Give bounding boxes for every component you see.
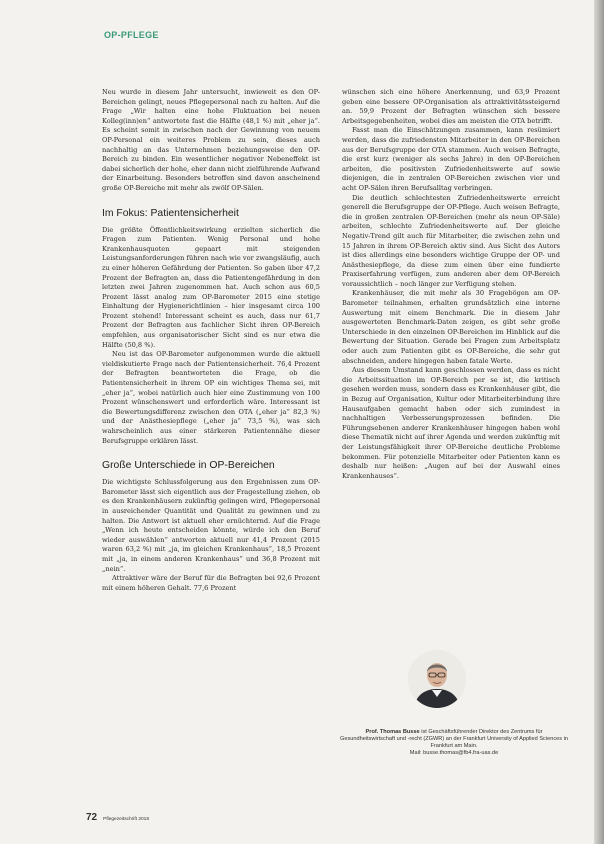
section-kicker: OP-PFLEGE: [104, 30, 159, 40]
page-edge-shadow: [594, 0, 604, 844]
left-column: [102, 88, 320, 593]
section-heading: Im Fokus: Patientensicherheit: [102, 207, 239, 219]
body-paragraph: Krankenhäuser, die mit mehr als 30 Fragebögen am OP-Barometer teilnahmen, erhalten grundsätzlich eine interne Auswertung mit einem Benchmark. Die in diesem Jahr ausgewerteten Benchmark-Daten zeigen, es gibt sehr große Unterschiede in den einzelnen OP-Bereichen im Hinblick auf die Bewertung der Situation. Gerade bei Fragen zum Arbeitsplatz oder auch zum Patienten gibt es OP-Bereiche, die sehr gut abschneiden, andere hingegen haben fatale Werte.: [342, 289, 560, 365]
author-caption: [338, 729, 570, 757]
body-paragraph: Attraktiver wäre der Beruf für die Befragten bei 92,6 Prozent mit einem höheren Gehalt. 77,6 Prozent: [102, 574, 320, 592]
body-paragraph: wünschen sich eine höhere Anerkennung, und 63,9 Prozent geben eine bessere OP-Organisation als attraktivitätssteigernd an. 59,9 Prozent der Befragten wünschen sich bessere Arbeitsgegebenheiten, wobei dies am meisten die OTA betrifft.: [342, 88, 560, 125]
body-paragraph: Die wichtigste Schlussfolgerung aus den Ergebnissen zum OP-Barometer lässt sich eigentlich aus der Fragestellung ziehen, ob es den Krankenhäusern zukünftig gelingen wird, Pflegepersonal in ausreichender Quantität und Qualität zu gewinnen und zu halten. Die Antwort ist aktuell eher ernüchternd. Auf die Frage „Wenn ich heute entscheiden könnte, würde ich den Beruf wieder auswählen“ antworten aktuell nur 41,4 Prozent (2015 waren 63,2 %) mit „ja, im gleichen Krankenhaus“, 18,5 Prozent mit „ja, in einem anderen Krankenhaus“ und 36,8 Prozent mit „nein“.: [102, 478, 320, 573]
body-paragraph: Die größte Öffentlichkeitswirkung erzielten sicherlich die Fragen zum Patienten. Wenig Personal und hohe Krankenhausquoten gepaart mit steigenden Leistungsanforderungen führen nach wie vor zwangsläufig, auch zu einer höheren Gefährdung der Patienten. So gaben über 47,2 Prozent der Befragten an, dass die Patientengefährdung in den letzten zwei Jahren zugenommen hat. Auch schon aus 60,5 Prozent lässt analog zum OP-Barometer 2015 eine stetige Einhaltung der Hygienerichtlinien – hier insgesamt circa 100 Prozent stehend! Interessant scheint es auch, dass nur 61,7 Prozent der Befragten aus fachlicher Sicht ihren OP-Bereich empfehlen, aus organisatorischer Sicht sind es nur etwa die Hälfte (50,8 %).: [102, 225, 320, 349]
section-heading: Große Unterschiede in OP-Bereichen: [102, 460, 275, 472]
author-name: Prof. Thomas Busse: [365, 729, 420, 735]
issue-label: Pflegezeitschrift 2018: [103, 817, 149, 822]
author-portrait: [408, 650, 466, 708]
author-bio: ist Geschäftsführender Direktor des Zentrums für Gesundheitswirtschaft und -recht (ZGWR) an der Frankfurt University of Applied Sciences in Frankfurt am Main.: [340, 729, 568, 749]
body-paragraph: Neu wurde in diesem Jahr untersucht, inwieweit es den OP-Bereichen gelingt, neues Pflegepersonal nach zu halten. Auf die Frage „Wir halten eine hohe Fluktuation bei neuen Kolleg(inn)en“ antwortete fast die Hälfte (48,1 %) mit „eher ja“. Es scheint somit in zwischen nach der Gewinnung von neuem OP-Personal ein weiteres Problem zu sein, dieses auch nachhaltig an das Unternehmen beziehungsweise den OP-Bereich zu binden. Ein wesentlicher negativer Nebeneffekt ist dabei sicherlich der hohe, eher dann nicht zielführende Aufwand der Einarbeitung. Besonders betroffen sind davon anscheinend große OP-Bereiche mit mehr als zwölf OP-Sälen.: [102, 88, 320, 192]
page-footer: [86, 812, 149, 823]
page-number: 72: [86, 812, 98, 823]
body-paragraph: Die deutlich schlechtesten Zufriedenheitswerte erreicht generell die Berufsgruppe der OP-Pflege. Auch weisen Befragte, die in großen zentralen OP-Bereichen (mehr als neun OP-Säle) arbeiten, schlechte Zufriedenheitswerte auf. Der gleiche Negativ-Trend gilt auch für Mitarbeiter, die zwischen zehn und 15 Jahren in ihrem OP-Bereich aktiv sind. Aus Sicht des Autors ist dies allerdings eine besonders wichtige Gruppe der OP- und Anästhesiepflege, da diese zum einen über eine fundierte Praxiserfahrung verfügen, zum anderen aber dem OP-Bereich voraussichtlich – noch länger zur Verfügung stehen.: [342, 193, 560, 288]
body-paragraph: Aus diesem Umstand kann geschlossen werden, dass es nicht die Arbeitssituation im OP-Bereich per se ist, die kritisch gesehen werden muss, sondern dass es Krankenhäuser gibt, die in Bezug auf Organisation, Kultur oder Mitarbeiterbindung ihre Hausaufgaben gemacht haben oder sich zumindest in nachhaltigen Verbesserungsprozessen befinden. Die Führungsebenen anderer Krankenhäuser hingegen haben wohl diese Thematik nicht auf ihrer Agenda und werden zukünftig mit der Leistungsfähigkeit ihrer OP-Bereiche deutliche Probleme bekommen. Für potenzielle Mitarbeiter oder Patienten kann es deshalb nur heißen: „Augen auf bei der Auswahl eines Krankenhauses“.: [342, 366, 560, 480]
author-email: Mail: busse.thomas@fb4.fra-uas.de: [409, 750, 499, 756]
body-paragraph: Neu ist das OP-Barometer aufgenommen wurde die aktuell vieldiskutierte Frage nach der Patientensicherheit. 76,4 Prozent der Befragten beantworteten die Frage, ob die Patientensicherheit in ihrem OP ein wichtiges Thema sei, mit „eher ja“, wobei natürlich auch hier eine Zustimmung von 100 Prozent wünschenswert und erforderlich wäre. Interessant ist die Bewertungsdifferenz zwischen den OTA („eher ja“ 82,3 %) und der Anästhesiepflege („eher ja“ 73,5 %), was sich wahrscheinlich aus einer stärkeren Patientennähe dieser Berufsgruppe erklären lässt.: [102, 350, 320, 445]
body-paragraph: Fasst man die Einschätzungen zusammen, kann resümiert werden, dass die zufriedensten Mitarbeiter in den OP-Bereichen aus der Berufsgruppe der OTA stammen. Auch weisen Befragte, die erst kurz (weniger als sechs Jahre) in den OP-Bereichen arbeiten, die positivsten Zufriedenheitswerte auf sowie diejenigen, die in zentralen OP-Bereichen zwischen vier und acht OP-Sälen ihren Berufsalltag verbringen.: [342, 126, 560, 192]
right-column: [342, 88, 560, 481]
